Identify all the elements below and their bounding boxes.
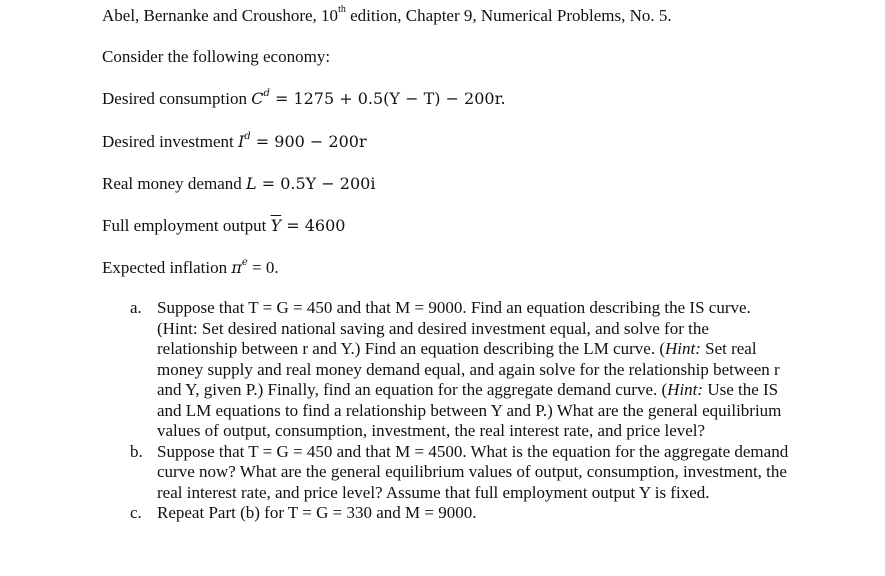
part-c: c. Repeat Part (b) for T = G = 330 and M = 9000.: [130, 503, 477, 522]
investment-equation: Desired investment $I^d = 900 - 200r$: [102, 130, 367, 151]
money-demand-equation: Real money demand L = 0.5Y − 200i: [102, 174, 376, 193]
intro-text: Consider the following economy:: [102, 47, 331, 66]
problem-parts-list: [130, 298, 790, 524]
part-b: b. Suppose that T = G = 450 and that M = 4500. What is the equation for the aggregate demand curve now? What are the general equilibrium values of output, consumption, investment, the real interest rate, and price level? Assume that full employment output Y is fixed.: [130, 441, 789, 502]
inflation-equation: Expected inflation $\pi^e = 0$.: [102, 256, 279, 277]
consumption-equation: Desired consumption $C^d = 1275 + 0.5(Y - T) - 200r$.: [102, 87, 506, 108]
part-a: a. Suppose that T = G = 450 and that M = 9000. Find an equation describing the IS curve. (Hint: Set desired national saving and desired investment equal, and solve for the relationship between r and Y.) Find an equation describing the LM curve. (Hint: Set real money supply and real money demand equal, and again solve for the relationship between r and Y, given P.) Finally, find an equation for the aggregate demand curve. (Hint: Use the IS and LM equations to find a relationship between Y and P.) What are the general equilibrium values of output, consumption, investment, the real interest rate, and price level?: [130, 298, 782, 440]
document-header: Abel, Bernanke and Croushore, 10th edition, Chapter 9, Numerical Problems, No. 5.: [102, 4, 672, 25]
full-employment-equation: Full employment output $\overline{Y} = 4600$: [102, 216, 346, 235]
